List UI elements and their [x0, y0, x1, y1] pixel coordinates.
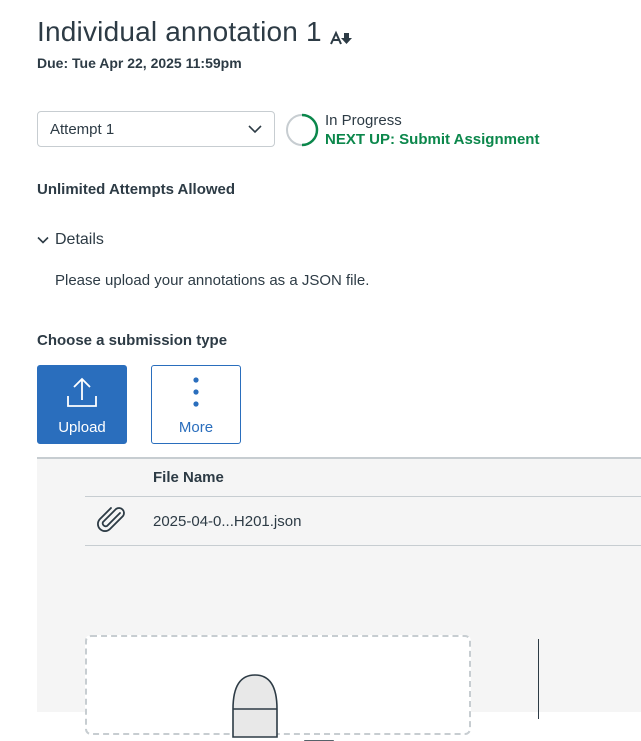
attempt-select-value: Attempt 1 — [50, 120, 115, 138]
font-size-sort-icon[interactable] — [330, 30, 352, 46]
rocket-illustration-icon — [227, 671, 337, 741]
chevron-down-icon — [248, 122, 262, 136]
next-up-label: NEXT UP: Submit Assignment — [325, 131, 540, 148]
submission-type-heading: Choose a submission type — [37, 332, 228, 349]
details-toggle[interactable] — [37, 231, 104, 249]
upload-panel — [37, 457, 641, 712]
more-button[interactable] — [151, 365, 241, 444]
upload-button-label: Upload — [58, 419, 106, 436]
progress-ring-icon — [285, 113, 319, 147]
details-text: Please upload your annotations as a JSON file. — [55, 272, 370, 289]
attempt-select[interactable] — [37, 111, 275, 147]
paperclip-icon — [95, 505, 129, 535]
chevron-down-icon — [37, 234, 49, 246]
file-name-column-header: File Name — [153, 469, 224, 486]
attempts-allowed: Unlimited Attempts Allowed — [37, 181, 236, 198]
divider — [85, 545, 641, 546]
file-name[interactable]: 2025-04-0...H201.json — [153, 513, 302, 530]
more-button-label: More — [178, 419, 214, 436]
divider — [85, 496, 641, 497]
assignment-header — [37, 14, 352, 50]
upload-icon — [65, 376, 99, 410]
page-title: Individual annotation 1 — [37, 16, 322, 47]
more-vertical-icon — [191, 376, 201, 410]
status-label: In Progress — [325, 112, 402, 129]
file-dropzone[interactable] — [85, 635, 471, 735]
upload-button[interactable] — [37, 365, 127, 444]
due-date: Due: Tue Apr 22, 2025 11:59pm — [37, 55, 242, 71]
dropzone-divider — [538, 639, 539, 719]
details-label: Details — [55, 231, 104, 248]
